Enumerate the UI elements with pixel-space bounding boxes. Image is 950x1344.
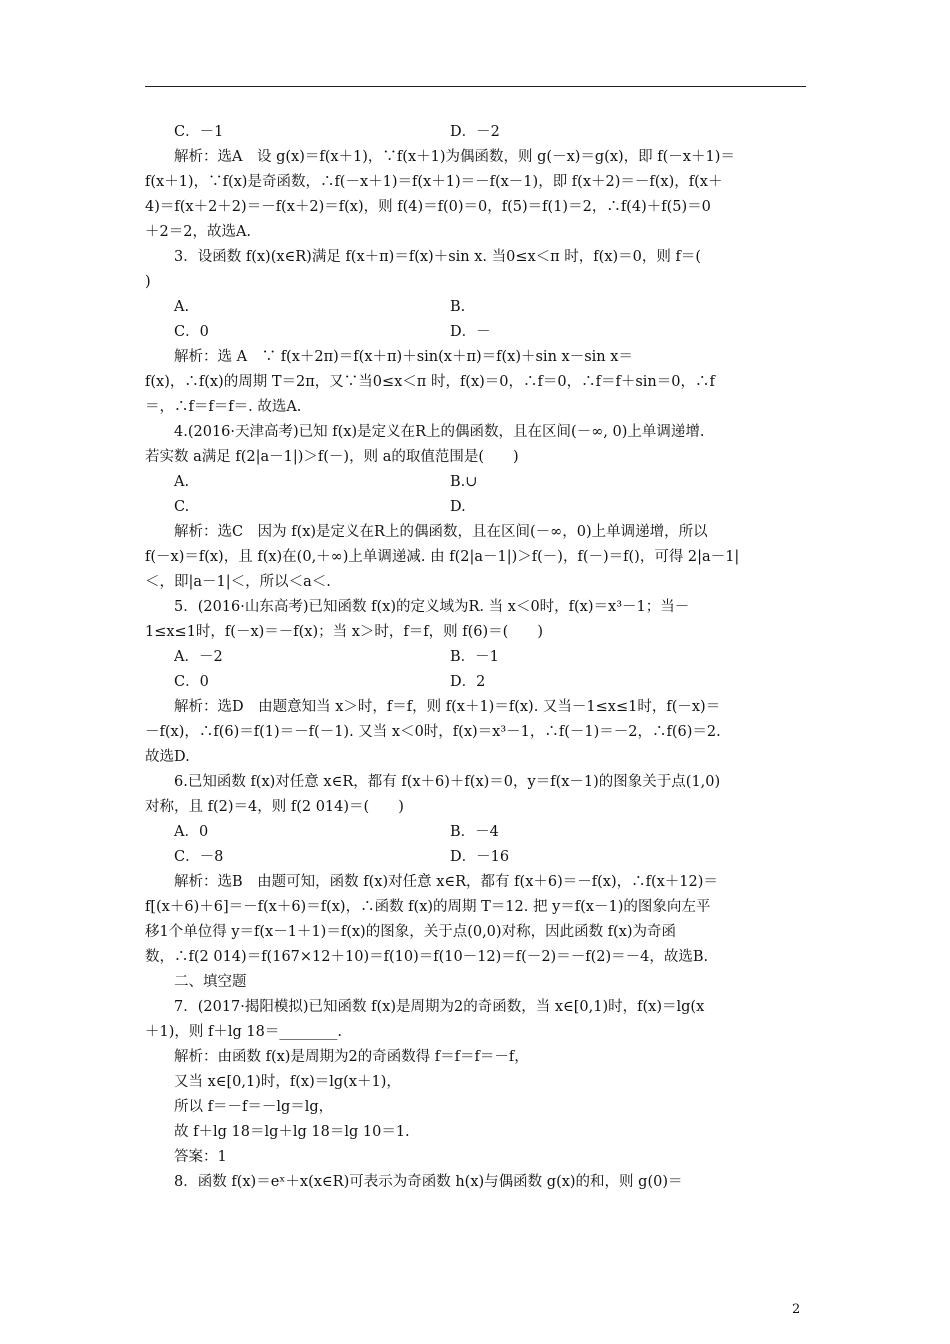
option-left: A. [174, 299, 190, 315]
continuation-line: 1≤x≤1时，f(－x)＝－f(x)；当 x＞时，f＝f，则 f(6)＝( ) [145, 624, 543, 640]
continuation-line: 移1个单位得 y＝f(x－1＋1)＝f(x)的图象，关于点(0,0)对称，因此函数 f(x)为奇函 [145, 924, 677, 940]
page-number: 2 [792, 1302, 801, 1317]
options-row [145, 845, 806, 870]
option-right: D．－16 [450, 849, 510, 865]
option-left: A. [174, 474, 190, 490]
paragraph-line: 解析：选B 由题可知，函数 f(x)对任意 x∈R，都有 f(x＋6)＝－f(x)，∴f(x＋12)＝ [174, 874, 718, 890]
option-right: D．2 [450, 674, 486, 690]
continuation-line: ＋1)，则 f＋lg 18＝________. [145, 1024, 342, 1040]
option-left: C．0 [174, 674, 209, 690]
option-right: B．－1 [450, 649, 499, 665]
option-right: B. [450, 299, 466, 315]
options-row [145, 495, 806, 520]
option-left: C．0 [174, 324, 209, 340]
continuation-line: ＜，即|a－1|＜，所以＜a＜. [145, 574, 331, 590]
paragraph-line: 6.已知函数 f(x)对任意 x∈R，都有 f(x＋6)＋f(x)＝0，y＝f(x－1)的图象关于点(1,0) [174, 774, 721, 790]
options-row [145, 295, 806, 320]
option-right: D. [450, 499, 466, 515]
options-row [145, 470, 806, 495]
header-rule [145, 86, 806, 87]
paragraph-line: 二、填空题 [174, 974, 247, 990]
options-row [145, 645, 806, 670]
paragraph-line: 又当 x∈[0,1)时，f(x)＝lg(x＋1)， [174, 1074, 401, 1090]
option-left: C．－8 [174, 849, 224, 865]
continuation-line: 故选D. [145, 749, 190, 765]
continuation-line: －f(x)，∴f(6)＝f(1)＝－f(－1). 又当 x＜0时，f(x)＝x³－1，∴f(－1)＝－2，∴f(6)＝2. [145, 724, 721, 740]
options-row [145, 670, 806, 695]
continuation-line: f(－x)＝f(x)，且 f(x)在(0,＋∞)上单调递减. 由 f(2|a－1|)＞f(－)，f(－)＝f()，可得 2|a－1| [145, 549, 740, 565]
continuation-line: 4)＝f(x＋2＋2)＝－f(x＋2)＝f(x)，则 f(4)＝f(0)＝0，f(5)＝f(1)＝2，∴f(4)＋f(5)＝0 [145, 199, 711, 215]
paragraph-line: 答案：1 [174, 1149, 227, 1165]
paragraph-line: 故 f＋lg 18＝lg＋lg 18＝lg 10＝1. [174, 1124, 410, 1140]
options-row [145, 320, 806, 345]
continuation-line: 若实数 a满足 f(2|a－1|)＞f(－)，则 a的取值范围是( ) [145, 449, 519, 465]
option-left: C. [174, 499, 190, 515]
option-left: A．－2 [174, 649, 223, 665]
continuation-line: ＋2＝2，故选A. [145, 224, 252, 240]
continuation-line: 数，∴f(2 014)＝f(167×12＋10)＝f(10)＝f(10－12)＝f(－2)＝－f(2)＝－4，故选B. [145, 949, 709, 965]
option-left: C．－1 [174, 124, 224, 140]
paragraph-line: 3．设函数 f(x)(x∈R)满足 f(x＋π)＝f(x)＋sin x. 当0≤x＜π 时，f(x)＝0，则 f＝( [174, 249, 702, 265]
continuation-line: ) [145, 274, 151, 290]
paragraph-line: 解析：选C 因为 f(x)是定义在R上的偶函数，且在区间(－∞，0)上单调递增，所以 [174, 524, 708, 540]
paragraph-line: 解析：由函数 f(x)是周期为2的奇函数得 f＝f＝f＝－f， [174, 1049, 529, 1065]
options-row [145, 820, 806, 845]
paragraph-line: 4.(2016·天津高考)已知 f(x)是定义在R上的偶函数，且在区间(－∞, 0)上单调递增. [174, 424, 705, 440]
paragraph-line: 解析：选A 设 g(x)＝f(x＋1)，∵f(x＋1)为偶函数，则 g(－x)＝g(x)，即 f(－x＋1)＝ [174, 149, 735, 165]
option-left: A．0 [174, 824, 209, 840]
continuation-line: ＝，∴f＝f＝f＝. 故选A. [145, 399, 302, 415]
continuation-line: f(x＋1)，∵f(x)是奇函数，∴f(－x＋1)＝f(x＋1)＝－f(x－1)，即 f(x＋2)＝－f(x)，f(x＋ [145, 174, 723, 190]
continuation-line: 对称，且 f(2)＝4，则 f(2 014)＝( ) [145, 799, 404, 815]
option-right: D．－ [450, 324, 491, 340]
continuation-line: f[(x＋6)＋6]＝－f(x＋6)＝f(x)，∴函数 f(x)的周期 T＝12. 把 y＝f(x－1)的图象向左平 [145, 899, 711, 915]
options-row [145, 120, 806, 145]
option-right: B．－4 [450, 824, 499, 840]
option-right: B.∪ [450, 474, 478, 490]
paragraph-line: 8．函数 f(x)＝eˣ＋x(x∈R)可表示为奇函数 h(x)与偶函数 g(x)的和，则 g(0)＝ [174, 1174, 683, 1190]
paragraph-line: 7．(2017·揭阳模拟)已知函数 f(x)是周期为2的奇函数，当 x∈[0,1)时，f(x)＝lg(x [174, 999, 705, 1015]
paragraph-line: 解析：选 A ∵ f(x＋2π)＝f(x＋π)＋sin(x＋π)＝f(x)＋sin x－sin x＝ [174, 349, 633, 365]
continuation-line: f(x)，∴f(x)的周期 T＝2π，又∵当0≤x＜π 时，f(x)＝0，∴f＝0，∴f＝f＋sin＝0，∴f [145, 374, 715, 390]
paragraph-line: 所以 f＝－f＝－lg＝lg， [174, 1099, 334, 1115]
option-right: D．－2 [450, 124, 500, 140]
paragraph-line: 解析：选D 由题意知当 x＞时，f＝f，则 f(x＋1)＝f(x). 又当－1≤x≤1时，f(－x)＝ [174, 699, 721, 715]
paragraph-line: 5．(2016·山东高考)已知函数 f(x)的定义域为R. 当 x＜0时，f(x)＝x³－1；当－ [174, 599, 690, 615]
document-body [145, 120, 806, 1195]
